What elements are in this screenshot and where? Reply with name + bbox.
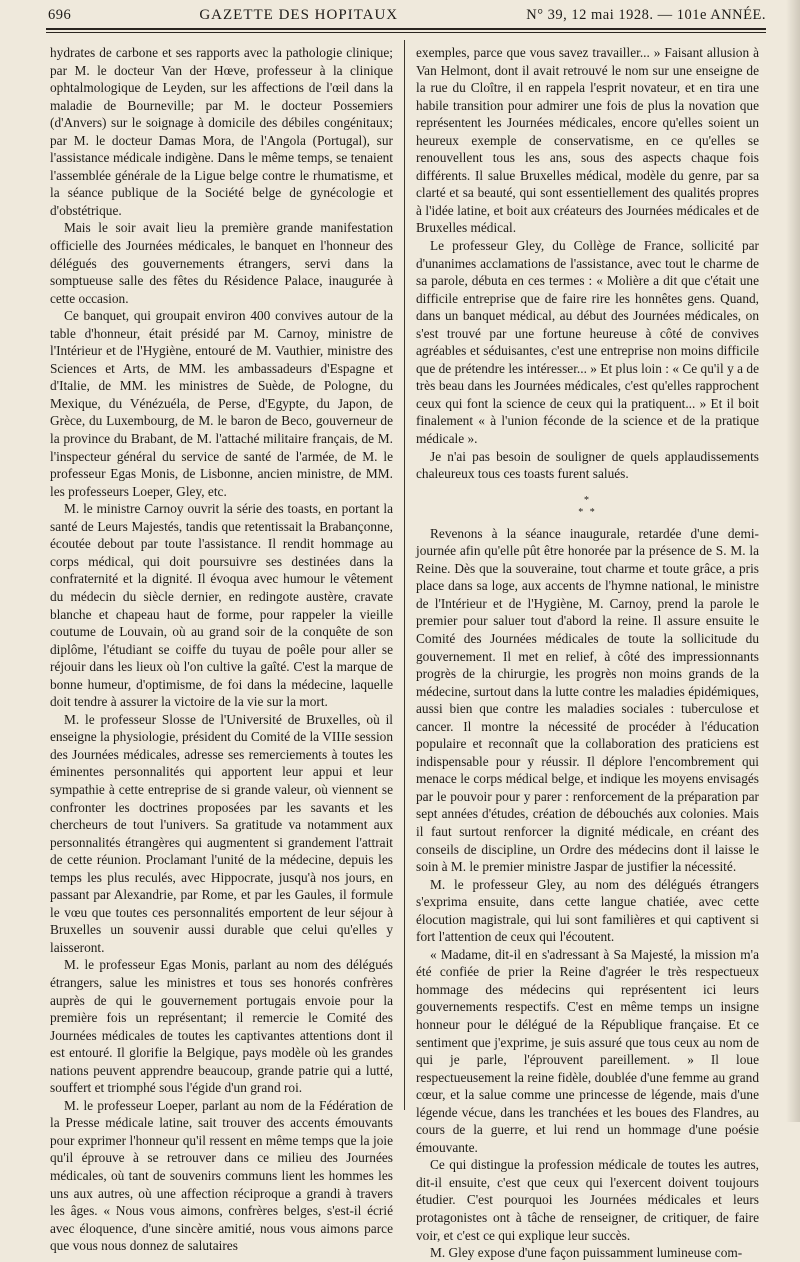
- paragraph: Revenons à la séance inaugurale, retardée d'une demi-journée afin qu'elle pût être honorée par la présence de S. M. la Reine. Dès que la souveraine, tout charme et toute grâce, a pris place dans sa loge, aux accents de l'hymne national, le ministre de l'Intérieur et de l'Hygiène, M. Carnoy, prend la parole le premier pour saluer tout d'abord la reine. Il assure ensuite le Comité des Journées médicales de toute la sollicitude du gouvernement. Il met en relief, à côté des impressionnants progrès de la chirurgie, les progrès non moins grands de la médecine, surtout dans la lutte contre les maladies épidémiques, aussi bien que contre les maladies sociales : tuberculose et cancer. Il montre la nécessité de procéder à l'éducation populaire et reconnaît que la collaboration des praticiens est indispensable pour y réussir. Il déplore l'encombrement qui menace le corps médical belge, et indique les moyens envisagés par le pouvoir pour y parer : renforcement de la préparation par sept années d'études, création de débouchés aux colonies. Mais il faut surtout renforcer la dignité médicale, en créant des conseils de discipline, un Ordre des médecins dont il laisse le soin à M. le premier ministre Jaspar de justifier la nécessité.: [416, 525, 759, 875]
- paragraph: M. le ministre Carnoy ouvrit la série des toasts, en portant la santé de Leurs Majestés, tandis que retentissait la Brabançonne, écoutée debout par toute l'assistance. Il rendit hommage au corps médical, qui doit poursuivre ses destinées dans la confraternité et la dignité. Il évoqua avec humour le vêtement du médecin du siècle dernier, en redingote austère, cravate blanche et chapeau haut de forme, pour rappeler la vieille coutume de Louvain, où au grand soir de la conquête de son diplôme, l'étudiant se coiffe du tuyau de poêle pour aller se réjouir dans les lieux où l'on cultive la gaîté. C'est la marque de bonne humeur, d'optimisme, de foi dans la médecine, laquelle doit tendre à assurer la victoire de la vie sur la mort.: [50, 501, 393, 710]
- left-column: [50, 44, 393, 1254]
- paragraph: Mais le soir avait lieu la première grande manifestation officielle des Journées médicales, le banquet en l'honneur des délégués des gouvernements étrangers, servi dans la somptueuse salle des fêtes du Résidence Palace, inaugurée à cette occasion.: [50, 220, 393, 306]
- paragraph: Je n'ai pas besoin de souligner de quels applaudissements chaleureux tous ces toasts furent salués.: [416, 448, 759, 482]
- separator-star-top: *: [584, 494, 591, 506]
- issue-date: N° 39, 12 mai 1928. — 101e ANNÉE.: [526, 6, 766, 23]
- paragraph: Le professeur Gley, du Collège de France, sollicité par d'unanimes acclamations de l'assistance, avec tout le charme de sa parole, débuta en ces termes : « Molière a dit que c'était une difficile entreprise que de faire rire les honnêtes gens. Quand, dans un banquet médical, au début des Journées médicales, on s'est trouvé par une fortune heureuse à côté de convives agréables et séduisantes, c'est une entreprise non moins difficile que de prétendre les intéresser... » Et plus loin : « Ce qu'il y a de très beau dans les Journées médicales, c'est qu'elles rapprochent ceux qui font la science de ceux qui la pratiquent... » Et il boit finalement « à l'union féconde de la science et de la pratique médicale ».: [416, 238, 759, 447]
- page-number: 696: [48, 6, 72, 23]
- paragraph: M. Gley expose d'une façon puissamment lumineuse com-: [430, 1245, 743, 1261]
- header-rule-thick: [46, 28, 766, 30]
- section-separator: [416, 495, 759, 519]
- column-divider: [404, 40, 405, 1110]
- header-rule-thin: [46, 32, 766, 33]
- page-edge-shadow: [786, 0, 800, 1122]
- paragraph: exemples, parce que vous savez travailler... » Faisant allusion à Van Helmont, dont il avait retrouvé le nom sur une enseigne de la rue du Cloître, il en rappela l'esprit novateur, et en tira une habile transition pour admirer une fois de plus la novation que représentent les Journées médicales, encore qu'elles soient un heureux exemple de conservatisme, en ce qu'elles se renouvellent tous les ans, sous des aspects chaque fois différents. Il salue Bruxelles médical, modèle du genre, par sa clarté et sa beauté, qui sont essentiellement des qualités propres à l'idée latine, et boit aux créateurs des Journées médicales et de Bruxelles médical.: [416, 45, 759, 236]
- paragraph: Ce qui distingue la profession médicale de toutes les autres, dit-il ensuite, c'est que ceux qui l'exercent doivent toujours étudier. C'est pourquoi les Journées médicales et leurs protagonistes ont à tâche de renseigner, de critiquer, de faire voir, et c'est ce qui explique leur succès.: [416, 1157, 759, 1243]
- page-header: [48, 4, 766, 26]
- paragraph: Ce banquet, qui groupait environ 400 convives autour de la table d'honneur, était présidé par M. Carnoy, ministre de l'Intérieur et de l'Hygiène, entouré de M. Vauthier, ministre des Sciences et Arts, de MM. les ambassadeurs d'Espagne et d'Italie, de MM. les ministres de Suède, de Pologne, du Mexique, du Vénézuéla, de Perse, d'Egypte, du Japon, de Grèce, du Luxembourg, de M. le baron de Beco, gouverneur de la province du Brabant, de M. l'attaché militaire français, de M. l'inspecteur général du service de santé de l'armée, de M. le professeur Egas Monis, de Lisbonne, ancien ministre, de MM. les professeurs Loeper, Gley, etc.: [50, 308, 393, 499]
- paragraph: M. le professeur Loeper, parlant au nom de la Fédération de la Presse médicale latine, sait trouver des accents émouvants pour exprimer l'honneur qu'il ressent en même temps que la joie qu'il éprouve à se retrouver dans ce milieu des Journées médicales, où tant de souvenirs communs lient les hommes les uns aux autres, où une affection réciproque a grandi à travers les âges. « Nous vous aimons, confrères belges, s'est-il écrié avec éloquence, d'une sincère amitié, nous vous aimons parce que vous nous donnez de salutaires: [50, 1097, 393, 1254]
- right-column: [416, 44, 759, 1261]
- paragraph: M. le professeur Slosse de l'Université de Bruxelles, où il enseigne la physiologie, président du Comité de la VIIIe session des Journées médicales, adresse ses remerciements à toutes les éminentes personnalités qui apportent leur appui et leur sympathie à cette entreprise de si grande valeur, où viennent se confronter les doctrines proposées par les savants et les chercheurs de tout l'univers. Sa gratitude va notamment aux personnalités étrangères qui augmentent si grandement l'attrait de cette réunion. Proclamant l'unité de la médecine, depuis les temps les plus reculés, avec Hippocrate, jusqu'à nos jours, en passant par Alexandrie, par Rome, et par les Gaules, il formule le vœu que toutes ces personnalités emportent de leur séjour à Bruxelles un souvenir aussi durable que celui qu'elles y laisseront.: [50, 711, 393, 955]
- separator-stars-bottom: * *: [578, 506, 597, 518]
- paragraph: hydrates de carbone et ses rapports avec la pathologie clinique; par M. le docteur Van der Hœve, professeur à la clinique ophtalmologique de Leyden, sur les affections de l'œil dans la maladie de Bourneville; par M. le docteur Possemiers (d'Anvers) sur le soignage à domicile des débiles congénitaux; par M. le docteur Damas Mora, de l'Angola (Portugal), sur l'assistance médicale indigène. Dans le même temps, se tenaient l'assemblée générale de la Ligue belge contre le rhumatisme, et la séance publique de la Société belge de gynécologie et d'obstétrique.: [50, 45, 393, 218]
- paragraph: M. le professeur Egas Monis, parlant au nom des délégués étrangers, salue les ministres et tous ses honorés confrères auprès de qui le gouvernement portugais envoie pour la première fois un représentant; il remercie le Comité des Journées médicales de toutes les captivantes attentions dont il est entouré. Il glorifie la Belgique, pays modèle où les grandes nations peuvent apprendre beaucoup, grande patrie qui a lutté, souffert et triomphé sous l'égide d'un grand roi.: [50, 957, 393, 1096]
- paragraph: « Madame, dit-il en s'adressant à Sa Majesté, la mission m'a été confiée de prier la Reine d'agréer le très respectueux hommage des médecins qui représentent ici leurs gouvernements respectifs. C'est en même temps un insigne honneur pour le délégué de la République française. Et ce sentiment que j'exprime, je suis assuré que tous ceux au nom de qui je parle, l'éprouvent pareillement. » Il loue respectueusement la reine fidèle, doublée d'une femme au grand cœur, et la salue comme une princesse de légende, mais d'une légende vécue, dans les tranchées et les boues des Flandres, au cours de la guerre, et lui rend un hommage d'une poésie émouvante.: [416, 946, 759, 1155]
- journal-title: GAZETTE DES HOPITAUX: [199, 6, 399, 23]
- paragraph: M. le professeur Gley, au nom des délégués étrangers s'exprima ensuite, dans cette langue chatiée, avec cette élocution magistrale, qui lui sont familières et qui captivent si fort l'attention de ceux qui l'écoutent.: [416, 876, 759, 945]
